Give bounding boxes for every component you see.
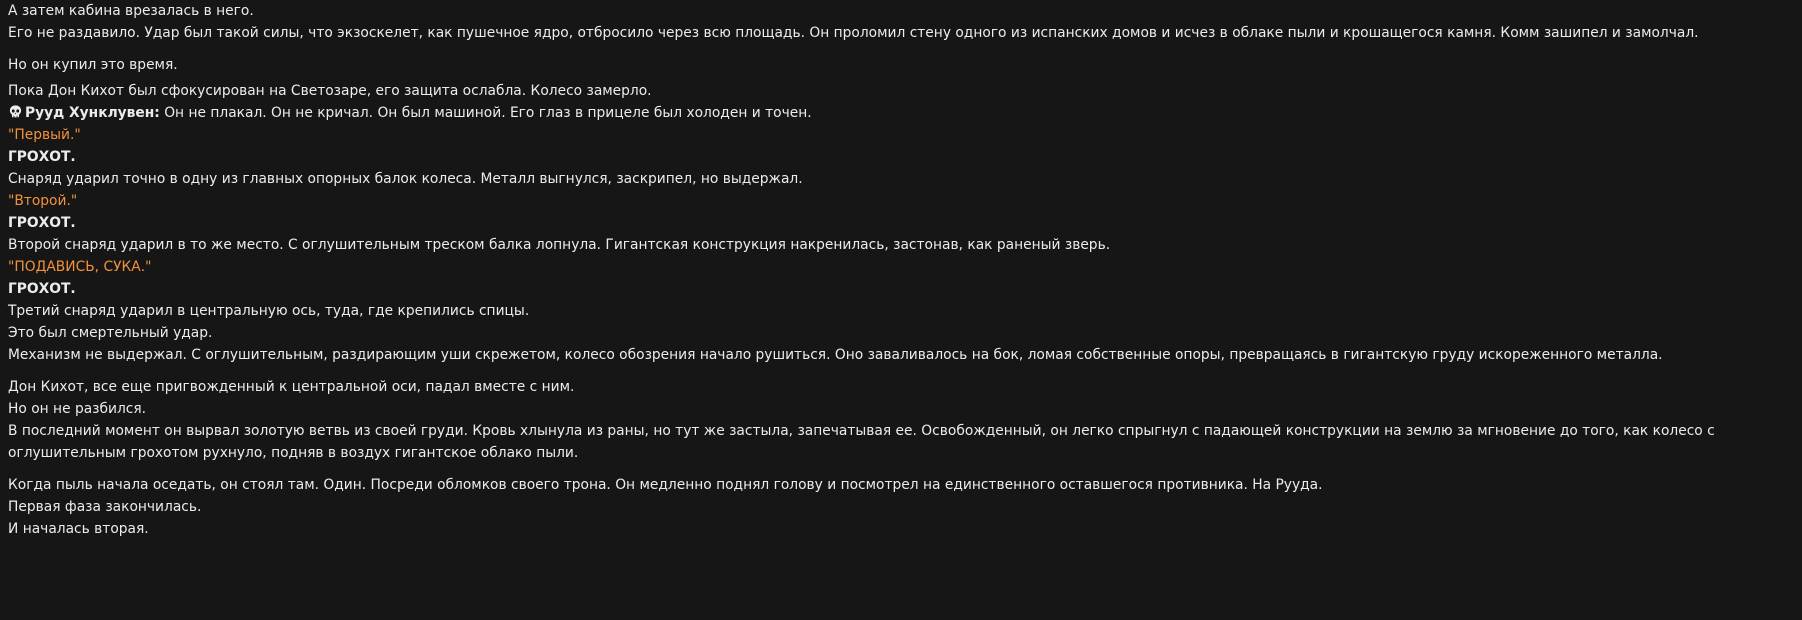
paragraph: Второй снаряд ударил в то же место. С оглушительным треском балка лопнула. Гигантская конструкция накренилась, застонав, как раненый зверь.: [8, 237, 1111, 253]
paragraph: Третий снаряд ударил в центральную ось, туда, где крепились спицы.: [8, 303, 530, 319]
speaker-text: Он не плакал. Он не кричал. Он был машиной. Его глаз в прицеле был холоден и точен.: [159, 105, 812, 121]
skull-icon: [8, 104, 23, 119]
sound-effect: ГРОХОТ.: [8, 149, 76, 165]
paragraph: Механизм не выдержал. С оглушительным, раздирающим уши скрежетом, колесо обозрения начало рушиться. Оно заваливалось на бок, ломая собственные опоры, превращаясь в гигантскую груду искореженного металла.: [8, 347, 1663, 363]
sound-effect: ГРОХОТ.: [8, 281, 76, 297]
paragraph: Но он купил это время.: [8, 57, 178, 73]
paragraph: Дон Кихот, все еще пригвожденный к центральной оси, падал вместе с ним.: [8, 379, 575, 395]
story-text: [8, 0, 1793, 540]
paragraph: В последний момент он вырвал золотую ветвь из своей груди. Кровь хлынула из раны, но тут же застыла, запечатывая ее. Освобожденный, он легко спрыгнул с падающей конструкции на землю за мгновение до того, как колесо с оглушительным грохотом рухнуло, подняв в воздух гигантское облако пыли.: [8, 423, 1715, 461]
paragraph: Пока Дон Кихот был сфокусирован на Светозаре, его защита ослабла. Колесо замерло.: [8, 83, 652, 99]
dialogue-line: "Первый.": [8, 127, 81, 143]
paragraph: Когда пыль начала оседать, он стоял там. Один. Посреди обломков своего трона. Он медленно поднял голову и посмотрел на единственного оставшегося противника. На Рууда.: [8, 477, 1323, 493]
sound-effect: ГРОХОТ.: [8, 215, 76, 231]
paragraph: И началась вторая.: [8, 521, 149, 537]
paragraph: Снаряд ударил точно в одну из главных опорных балок колеса. Металл выгнулся, заскрипел, но выдержал.: [8, 171, 803, 187]
paragraph: Но он не разбился.: [8, 401, 147, 417]
dialogue-line: "ПОДАВИСЬ, СУКА.": [8, 259, 152, 275]
speaker-name: Рууд Хунклувен:: [25, 105, 160, 121]
speaker-line: [8, 102, 1793, 124]
paragraph: Его не раздавило. Удар был такой силы, что экзоскелет, как пушечное ядро, отбросило через всю площадь. Он проломил стену одного из испанских домов и исчез в облаке пыли и крошащегося камня. Комм зашипел и замолчал.: [8, 25, 1699, 41]
dialogue-line: "Второй.": [8, 193, 78, 209]
paragraph: А затем кабина врезалась в него.: [8, 3, 254, 19]
paragraph: Это был смертельный удар.: [8, 325, 213, 341]
paragraph: Первая фаза закончилась.: [8, 499, 202, 515]
